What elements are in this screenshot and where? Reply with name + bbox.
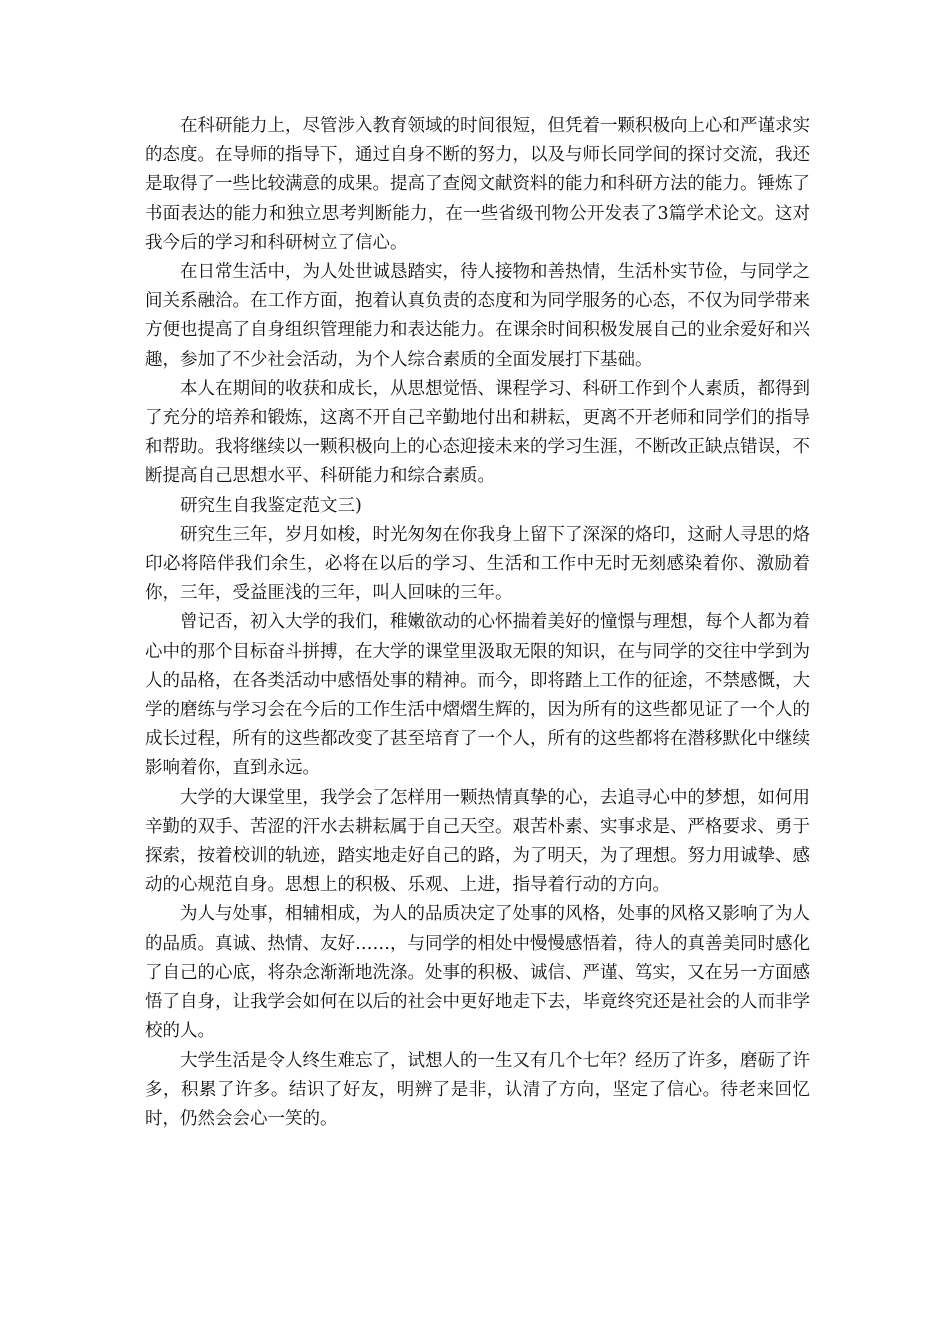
document-body [145,112,810,1134]
section-heading: 研究生自我鉴定范文三) [180,495,362,516]
paragraph-character: 为人与处事，相辅相成，为人的品质决定了处事的风格，处事的风格又影响了为人的品质。真诚、热情、友好……，与同学的相处中慢慢感悟着，待人的真善美同时感化了自己的心底，将杂念渐渐地洗涤。处事的积极、诚信、严谨、笃实，又在另一方面感悟了自身，让我学会如何在以后的社会中更好地走下去，毕竟终究还是社会的人而非学校的人。 [145,904,810,1042]
paragraph-daily-life: 在日常生活中，为人处世诚恳踏实，待人接物和善热情，生活朴实节俭，与同学之间关系融洽。在工作方面，抱着认真负责的态度和为同学服务的心态，不仅为同学带来方便也提高了自身组织管理能力和表达能力。在课余时间积极发展自己的业余爱好和兴趣，参加了不少社会活动，为个人综合素质的全面发展打下基础。 [145,262,810,370]
paragraph-classroom: 大学的大课堂里，我学会了怎样用一颗热情真挚的心，去追寻心中的梦想，如何用辛勤的双手、苦涩的汗水去耕耘属于自己天空。艰苦朴素、实事求是、严格要求、勇于探索，按着校训的轨迹，踏实地走好自己的路，为了明天，为了理想。努力用诚挚、感动的心规范自身。思想上的积极、乐观、上进，指导着行动的方向。 [145,787,810,896]
paragraph-memories: 曾记否，初入大学的我们，稚嫩欲动的心怀揣着美好的憧憬与理想，每个人都为着心中的那个目标奋斗拼搏，在大学的课堂里汲取无限的知识，在与同学的交往中学到为人的品格，在各类活动中感悟处事的精神。而今，即将踏上工作的征途，不禁感慨，大学的磨练与学习会在今后的工作生活中熠熠生辉的，因为所有的这些都见证了一个人的成长过程，所有的这些都改变了甚至培育了一个人，所有的这些都将在潜移默化中继续影响着你，直到永远。 [145,612,810,779]
paragraph-growth-summary: 本人在期间的收获和成长，从思想觉悟、课程学习、科研工作到个人素质，都得到了充分的培养和锻炼，这离不开自己辛勤地付出和耕耘，更离不开老师和同学们的指导和帮助。我将继续以一颗积极向上的心态迎接未来的学习生涯，不断改正缺点错误，不断提高自己思想水平、科研能力和综合素质。 [145,378,810,487]
paragraph-college-life: 大学生活是令人终生难忘了，试想人的一生又有几个七年？经历了许多，磨砺了许多，积累了许多。结识了好友，明辨了是非，认清了方向，坚定了信心。待老来回忆时，仍然会会心一笑的。 [145,1050,810,1129]
paragraph-research-ability: 在科研能力上，尽管涉入教育领域的时间很短，但凭着一颗积极向上心和严谨求实的态度。在导师的指导下，通过自身不断的努力，以及与师长同学间的探讨交流，我还是取得了一些比较满意的成果。提高了查阅文献资料的能力和科研方法的能力。锤炼了书面表达的能力和独立思考判断能力，在一些省级刊物公开发表了3篇学术论文。这对我今后的学习和科研树立了信心。 [145,116,810,253]
paragraph-three-years: 研究生三年，岁月如梭，时光匆匆在你我身上留下了深深的烙印，这耐人寻思的烙印必将陪伴我们余生，必将在以后的学习、生活和工作中无时无刻感染着你、激励着你，三年，受益匪浅的三年，叫人回味的三年。 [145,524,810,604]
